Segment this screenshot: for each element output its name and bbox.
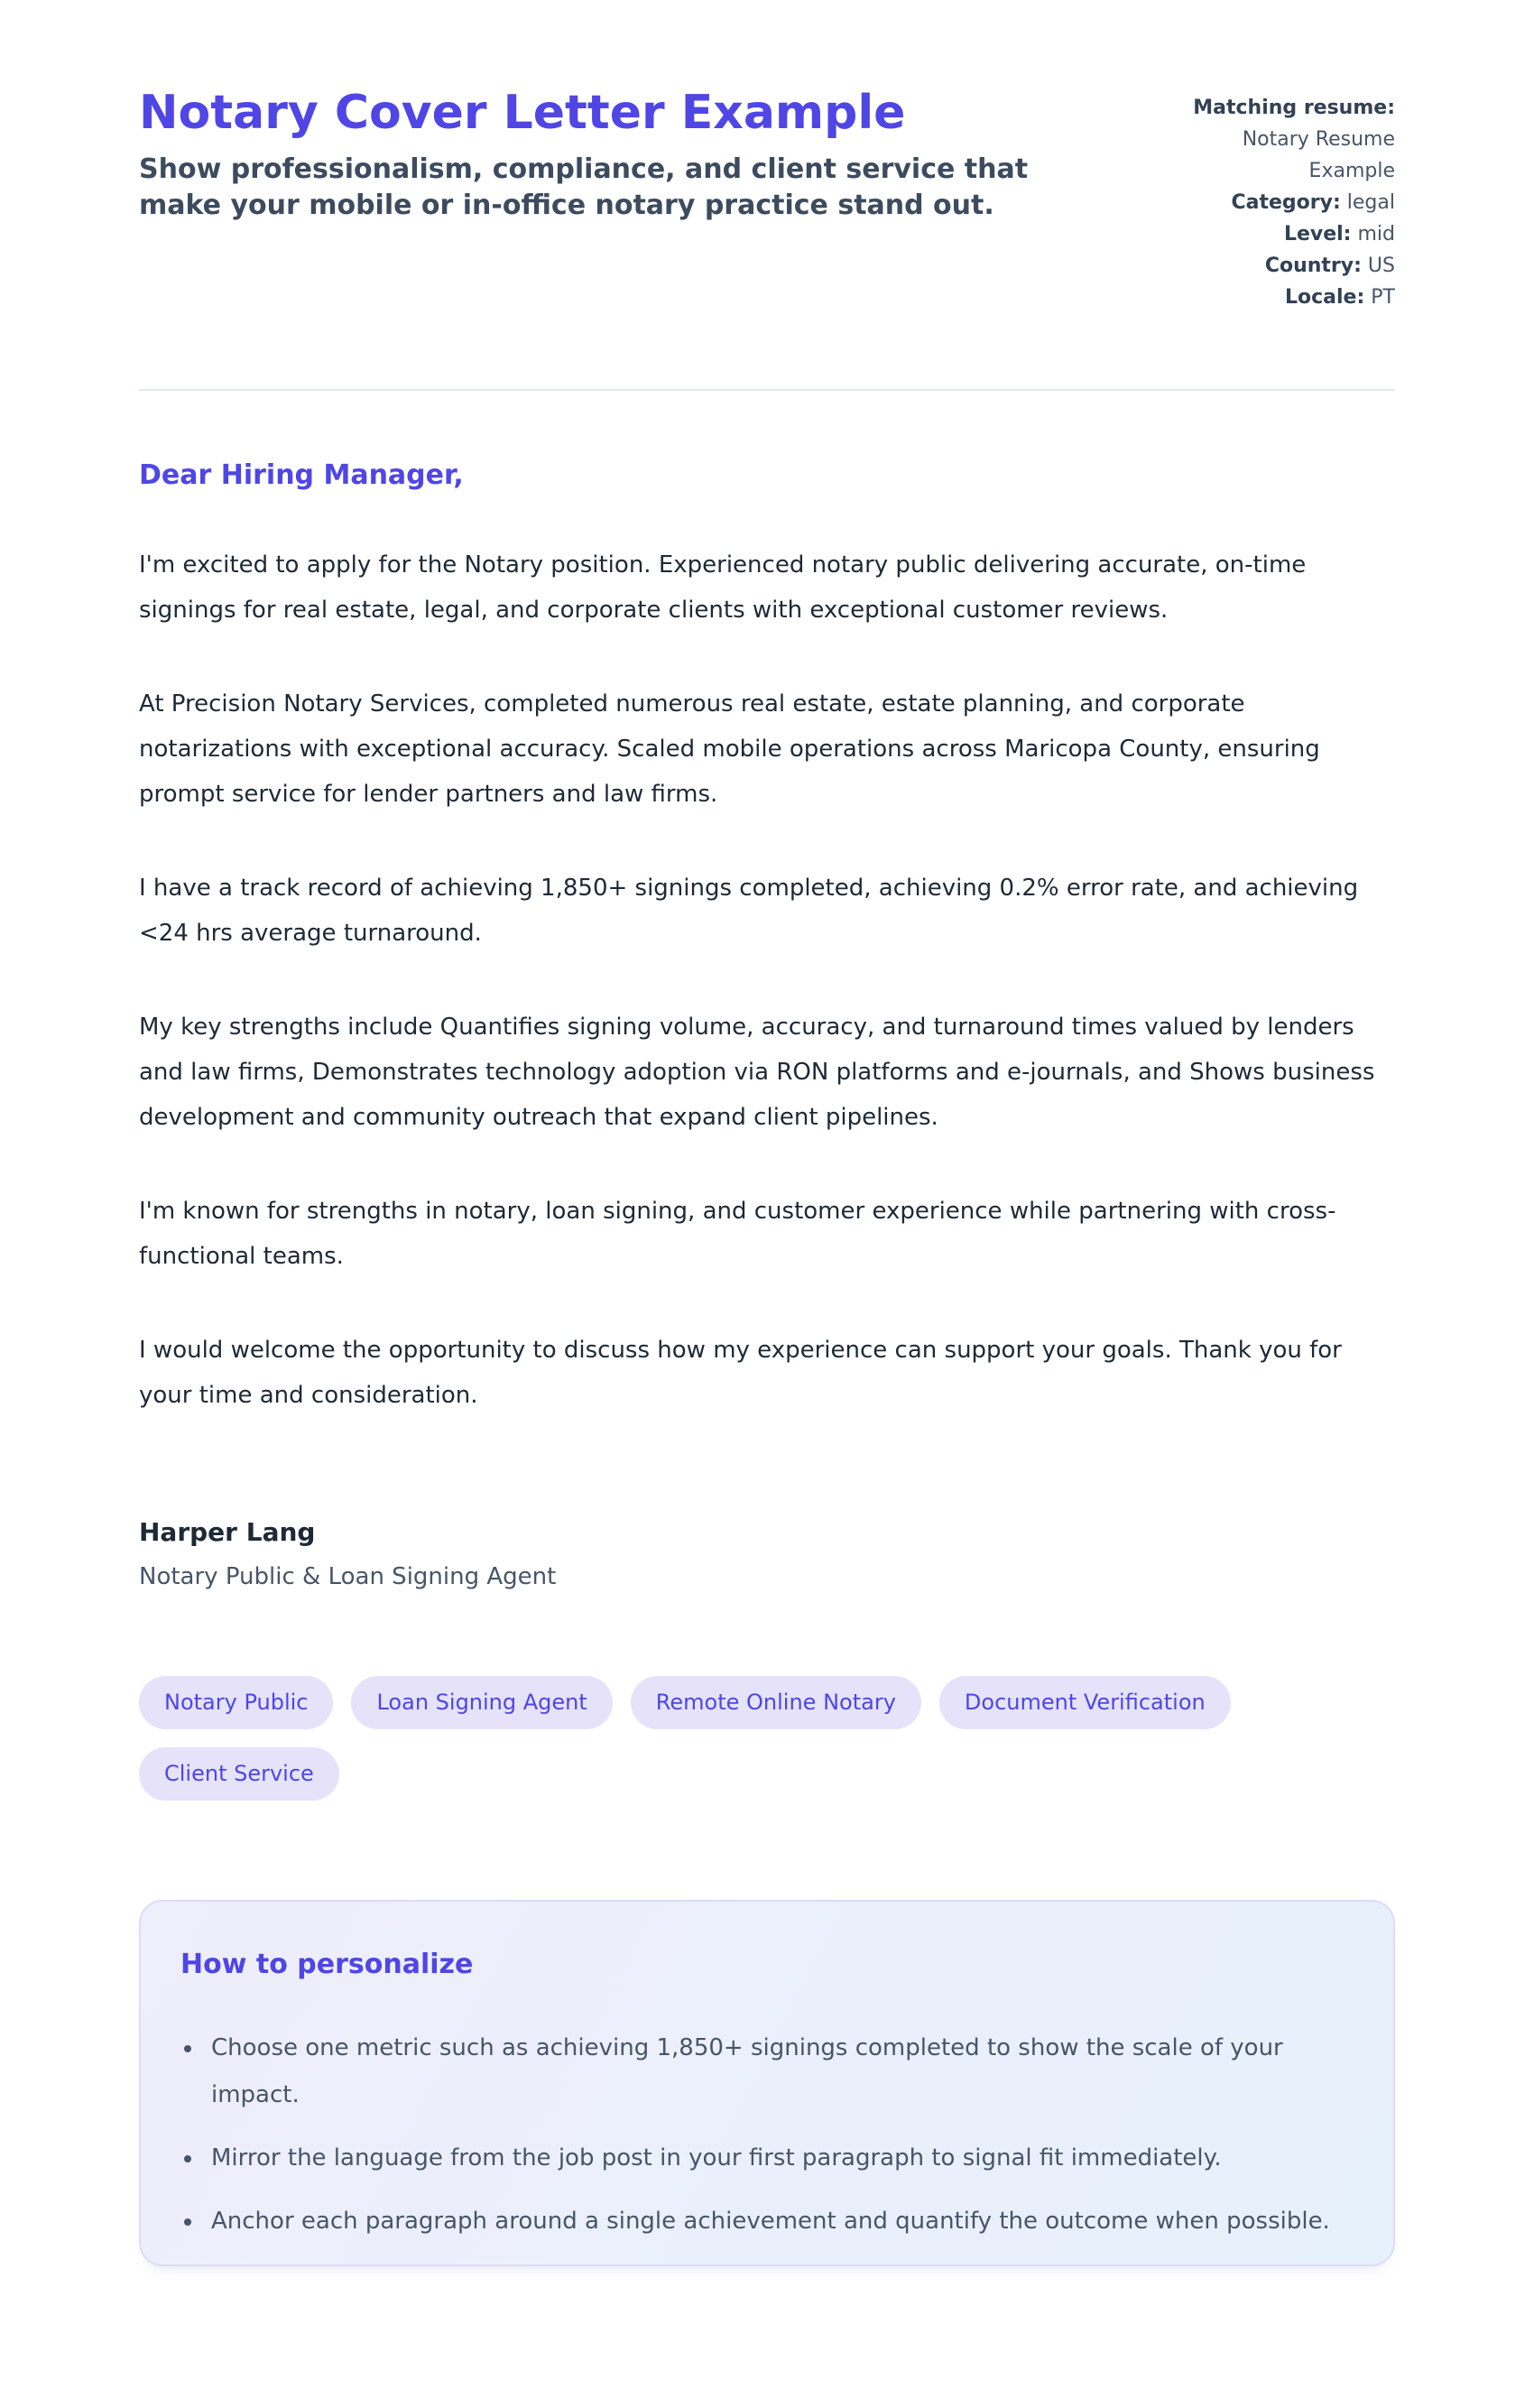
- letter-paragraph: I would welcome the opportunity to discuss how my experience can support your goals. Thank you for your time and consideration.: [139, 1337, 1342, 1409]
- meta-level: [1168, 218, 1395, 250]
- personalize-tip: • Anchor each paragraph around a single achievement and quantify the outcome when possible.: [204, 2198, 1343, 2245]
- personalize-tips: [180, 2024, 1343, 2245]
- personalize-tip: • Choose one metric such as achieving 1,850+ signings completed to show the scale of your impact.: [204, 2024, 1343, 2118]
- meta-label: Category:: [1231, 191, 1341, 214]
- page-header: [139, 87, 1395, 313]
- letter-paragraph: I'm excited to apply for the Notary position. Experienced notary public delivering accurate, on-time signings for real estate, legal, and corporate clients with exceptional customer reviews.: [139, 551, 1307, 624]
- skill-tags: [139, 1676, 1395, 1801]
- meta-value: mid: [1357, 223, 1395, 245]
- page-subtitle: Show professionalism, compliance, and client service that make your mobile or in-office notary practice stand out.: [139, 153, 1029, 222]
- meta-value: legal: [1346, 191, 1395, 214]
- meta-label: Country:: [1264, 255, 1362, 277]
- skill-tag: Document Verification: [939, 1676, 1231, 1729]
- meta-locale: [1168, 282, 1395, 313]
- page-title: Notary Cover Letter Example: [139, 86, 906, 140]
- meta-country: [1168, 250, 1395, 282]
- skill-tag: Client Service: [139, 1747, 339, 1801]
- resume-meta: [1168, 87, 1395, 313]
- letter-paragraph: I'm known for strengths in notary, loan signing, and customer experience while partnering with cross-functional teams.: [139, 1198, 1336, 1270]
- meta-value: PT: [1371, 286, 1395, 309]
- header-titles: [139, 87, 1095, 224]
- meta-label: Matching resume:: [1193, 97, 1395, 119]
- personalize-title: How to personalize: [180, 1949, 474, 1980]
- skill-tag: Notary Public: [139, 1676, 333, 1729]
- personalize-tip: • Mirror the language from the job post in your first paragraph to signal fit immediately.: [204, 2135, 1343, 2181]
- letter-paragraph: At Precision Notary Services, completed numerous real estate, estate planning, and corporate notarizations with exceptional accuracy. Scaled mobile operations across Maricopa County, ensuring prompt service for lender partners and law firms.: [139, 690, 1320, 808]
- letter-paragraph: My key strengths include Quantifies signing volume, accuracy, and turnaround times valued by lenders and law firms, Demonstrates technology adoption via RON platforms and e-journals, and Shows business development and community outreach that expand client pipelines.: [139, 1014, 1375, 1131]
- meta-value: US: [1367, 255, 1395, 277]
- meta-matching-resume: [1168, 92, 1395, 187]
- letter-greeting: Dear Hiring Manager,: [139, 459, 464, 491]
- letter-body: [139, 458, 1395, 1593]
- meta-value: Notary Resume Example: [1242, 128, 1395, 182]
- signature-name: Harper Lang: [139, 1517, 316, 1547]
- meta-category: [1168, 187, 1395, 218]
- letter-paragraph: I have a track record of achieving 1,850+ signings completed, achieving 0.2% error rate, and achieving <24 hrs average turnaround.: [139, 875, 1359, 947]
- skill-tag: Loan Signing Agent: [351, 1676, 612, 1729]
- skill-tag: Remote Online Notary: [631, 1676, 921, 1729]
- signature-role: Notary Public & Loan Signing Agent: [139, 1563, 557, 1590]
- header-divider: [139, 389, 1395, 391]
- how-to-personalize-box: [139, 1900, 1395, 2266]
- meta-label: Level:: [1283, 223, 1352, 245]
- meta-label: Locale:: [1285, 286, 1365, 309]
